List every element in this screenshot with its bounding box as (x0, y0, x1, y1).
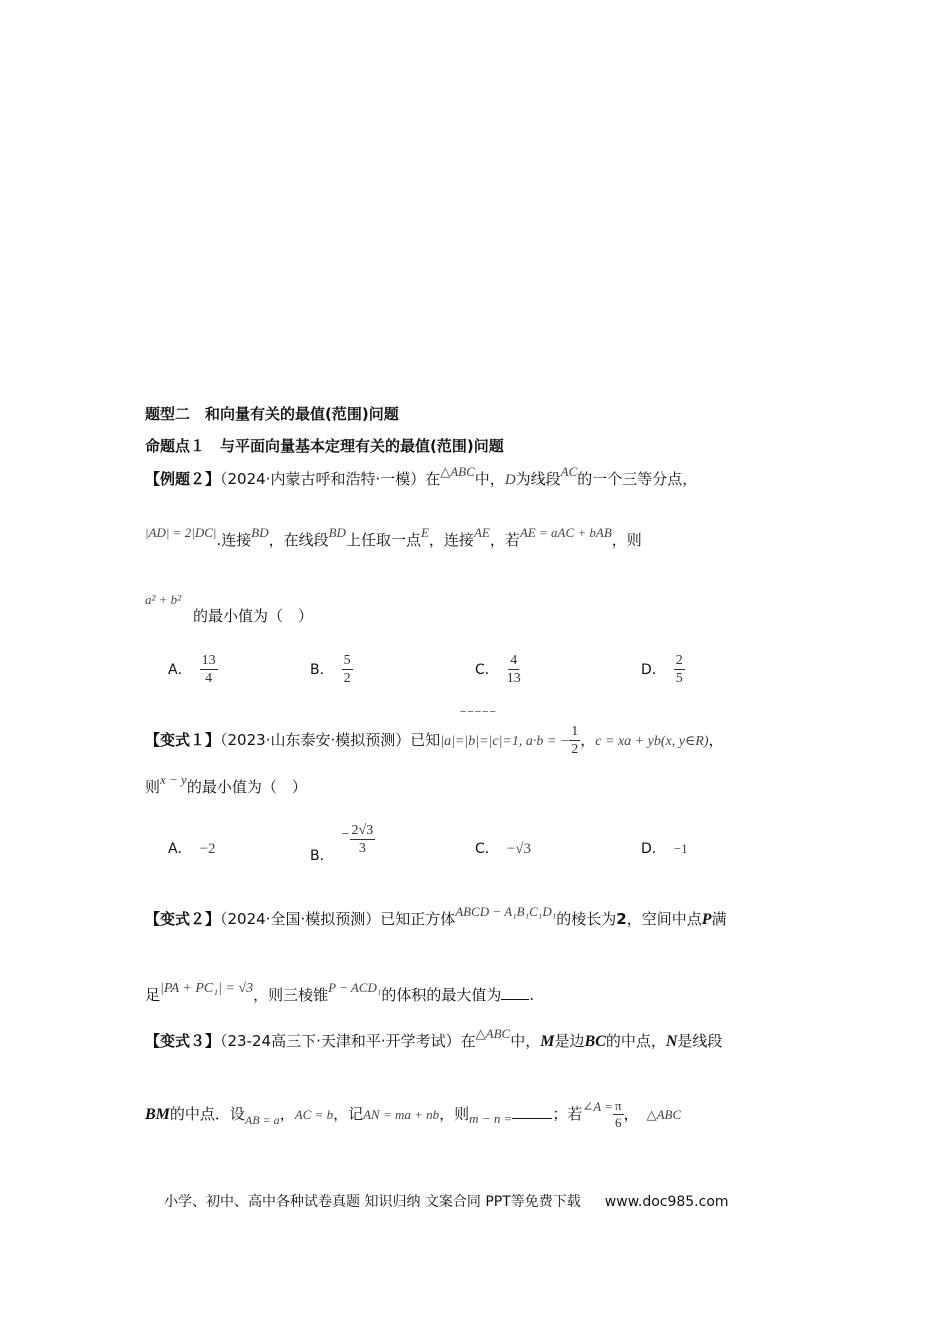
variant-3-tag: 【变式３】 (145, 1032, 221, 1050)
numerator: 2 (675, 653, 683, 668)
option-label: C． (475, 841, 499, 857)
section-title: 题型二 和向量有关的最值(范围)问题 (145, 405, 399, 423)
expression-a2-b2: a² + b² (145, 592, 182, 607)
option-label: D． (641, 661, 666, 678)
pyramid-name: P − ACD₁ (328, 980, 382, 995)
text: ， (580, 731, 596, 749)
triangle-abc: △ABC (475, 1026, 511, 1041)
option-label: A． (168, 841, 192, 857)
point-d: D (504, 472, 516, 488)
variant-1-tag: 【变式１】 (145, 731, 221, 749)
variant-3-line-1 (145, 1026, 723, 1052)
denominator: 2 (343, 671, 351, 686)
expression-m-minus-n: m − n = (469, 1111, 513, 1126)
text: 为线段 (515, 470, 561, 488)
variant-1-line-2 (145, 772, 307, 798)
expression-x-minus-y: x − y (160, 772, 187, 787)
triangle-abc: △ABC (646, 1107, 682, 1122)
option-label: B． (310, 661, 334, 678)
numerator: 2√3 (351, 823, 374, 838)
text: ，记 (333, 1105, 364, 1123)
point-e: E (420, 525, 429, 540)
text: . (529, 986, 535, 1004)
text: 的中点， (605, 1032, 666, 1050)
side-bc: BC (584, 1033, 606, 1050)
denominator: 6 (615, 1115, 622, 1130)
option-label: D． (641, 841, 666, 857)
example-2-tag: 【例题２】 (145, 470, 221, 488)
text: 足 (145, 986, 161, 1004)
option-label: B． (310, 847, 334, 864)
example-2-option-d (641, 652, 685, 687)
variant-1-source: （2023·山东泰安·模拟预测）已知 (220, 731, 441, 749)
footer (164, 1191, 729, 1211)
example-2-option-b (310, 652, 353, 687)
text: 是线段 (677, 1032, 723, 1050)
text: ；若 (552, 1105, 583, 1123)
edge-length: 2 (616, 910, 627, 928)
variant-3-source: （23-24高三下·天津和平·开学考试）在 (220, 1032, 476, 1050)
variant-1-question: 的最小值为（ ） (186, 778, 307, 796)
point-m: M (540, 1033, 555, 1050)
variant-3-line-2 (145, 1098, 681, 1131)
minus-sign: − (341, 826, 350, 842)
example-2-option-c (475, 652, 521, 687)
denominator: 5 (675, 671, 683, 686)
denominator: 3 (358, 841, 366, 856)
text: 是边 (554, 1032, 585, 1050)
numerator: 4 (510, 653, 518, 668)
text: ， (279, 1105, 295, 1123)
segment-bm: BM (145, 1106, 170, 1123)
vector-arrows: ‒‒‒‒‒ (460, 706, 497, 717)
point-n: N (665, 1033, 678, 1050)
fraction-half (569, 723, 580, 758)
cube-name: ABCD − A₁B₁C₁D₁ (455, 904, 557, 919)
condition-pa-pc1: |PA + PC₁| = √3 (160, 981, 254, 996)
fraction (350, 822, 376, 857)
option-label: C． (475, 661, 499, 678)
text: ，若 (489, 531, 520, 549)
fraction (342, 652, 353, 687)
option-value: −√3 (506, 841, 531, 857)
numerator: 5 (343, 653, 351, 668)
fraction (200, 652, 218, 687)
segment-ac: AC (560, 464, 578, 479)
text: 的体积的最大值为 (381, 986, 502, 1004)
text: 的中点．设 (169, 1105, 245, 1123)
text: ， (623, 1105, 639, 1123)
denominator: 13 (506, 671, 521, 686)
variant-2-line-2 (145, 980, 535, 1007)
variant-1-line-1 (145, 723, 724, 758)
text: 满 (711, 910, 727, 928)
fraction (674, 652, 685, 687)
numerator: π (615, 1098, 622, 1113)
text: ，连接 (428, 531, 474, 549)
condition-ad-dc: |AD| = 2|DC| (145, 525, 217, 540)
denominator: 4 (205, 671, 213, 686)
example-2-line-1 (145, 464, 698, 490)
fraction-pi-6 (613, 1098, 624, 1131)
variant-2-source: （2024·全国·模拟预测）已知正方体 (220, 910, 456, 928)
variant-2-line-1 (145, 904, 727, 930)
text: 的棱长为 (556, 910, 617, 928)
variant-1-option-d (641, 838, 688, 858)
text: 则 (145, 778, 161, 796)
segment-ae: AE (473, 525, 490, 540)
variant-1-option-b (310, 823, 375, 873)
text: 中， (510, 1032, 541, 1050)
option-label: A． (168, 661, 192, 678)
example-2-source: （2024·内蒙古呼和浩特·一模）在 (220, 470, 441, 488)
text: 上任取一点 (345, 531, 421, 549)
numerator: 13 (201, 653, 216, 668)
numerator: 1 (571, 724, 579, 739)
answer-blank (501, 999, 529, 1000)
vector-c-decomposition: c = xa + yb(x, y∈R) (595, 734, 709, 749)
option-value: −2 (199, 841, 216, 857)
fraction (507, 652, 521, 687)
segment-bd-2: BD (328, 525, 346, 540)
variant-2-tag: 【变式２】 (145, 910, 221, 928)
text: ，则三棱锥 (253, 986, 329, 1004)
option-value: −1 (673, 841, 688, 856)
text: ，则 (611, 531, 642, 549)
vector-ab: AB = a (244, 1113, 280, 1127)
point-p: P (701, 911, 712, 928)
text: 中， (474, 470, 505, 488)
example-2-question: 的最小值为（ ） (193, 607, 314, 625)
segment-bd: BD (251, 525, 269, 540)
triangle-abc: △ABC (440, 464, 475, 479)
angle-a: ∠A = (582, 1099, 613, 1114)
variant-1-option-c (475, 838, 531, 858)
example-2-option-a (168, 652, 218, 687)
text: ， (708, 731, 724, 749)
variant-1-option-a (168, 838, 216, 858)
footer-text: 小学、初中、高中各种试卷真题 知识归纳 文案合同 PPT等免费下载 (164, 1194, 581, 1210)
subsection-title: 命题点１ 与平面向量基本定理有关的最值(范围)问题 (145, 437, 504, 455)
denominator: 2 (571, 742, 579, 757)
text: ，则 (439, 1105, 470, 1123)
vector-ac: AC = b (294, 1107, 334, 1122)
text: .连接 (216, 531, 252, 549)
text: ，空间中点 (626, 910, 702, 928)
text: ，在线段 (268, 531, 329, 549)
text: 的一个三等分点， (577, 470, 698, 488)
vector-equation: AE = aAC + bAB (519, 525, 612, 540)
footer-url[interactable]: www.doc985.com (604, 1194, 729, 1210)
example-2-line-2 (145, 525, 642, 551)
answer-blank (512, 1118, 552, 1119)
unit-vector-condition: |a|=|b|=|c|=1, a·b = − (440, 734, 570, 749)
vector-an: AN = ma + nb (363, 1107, 440, 1122)
